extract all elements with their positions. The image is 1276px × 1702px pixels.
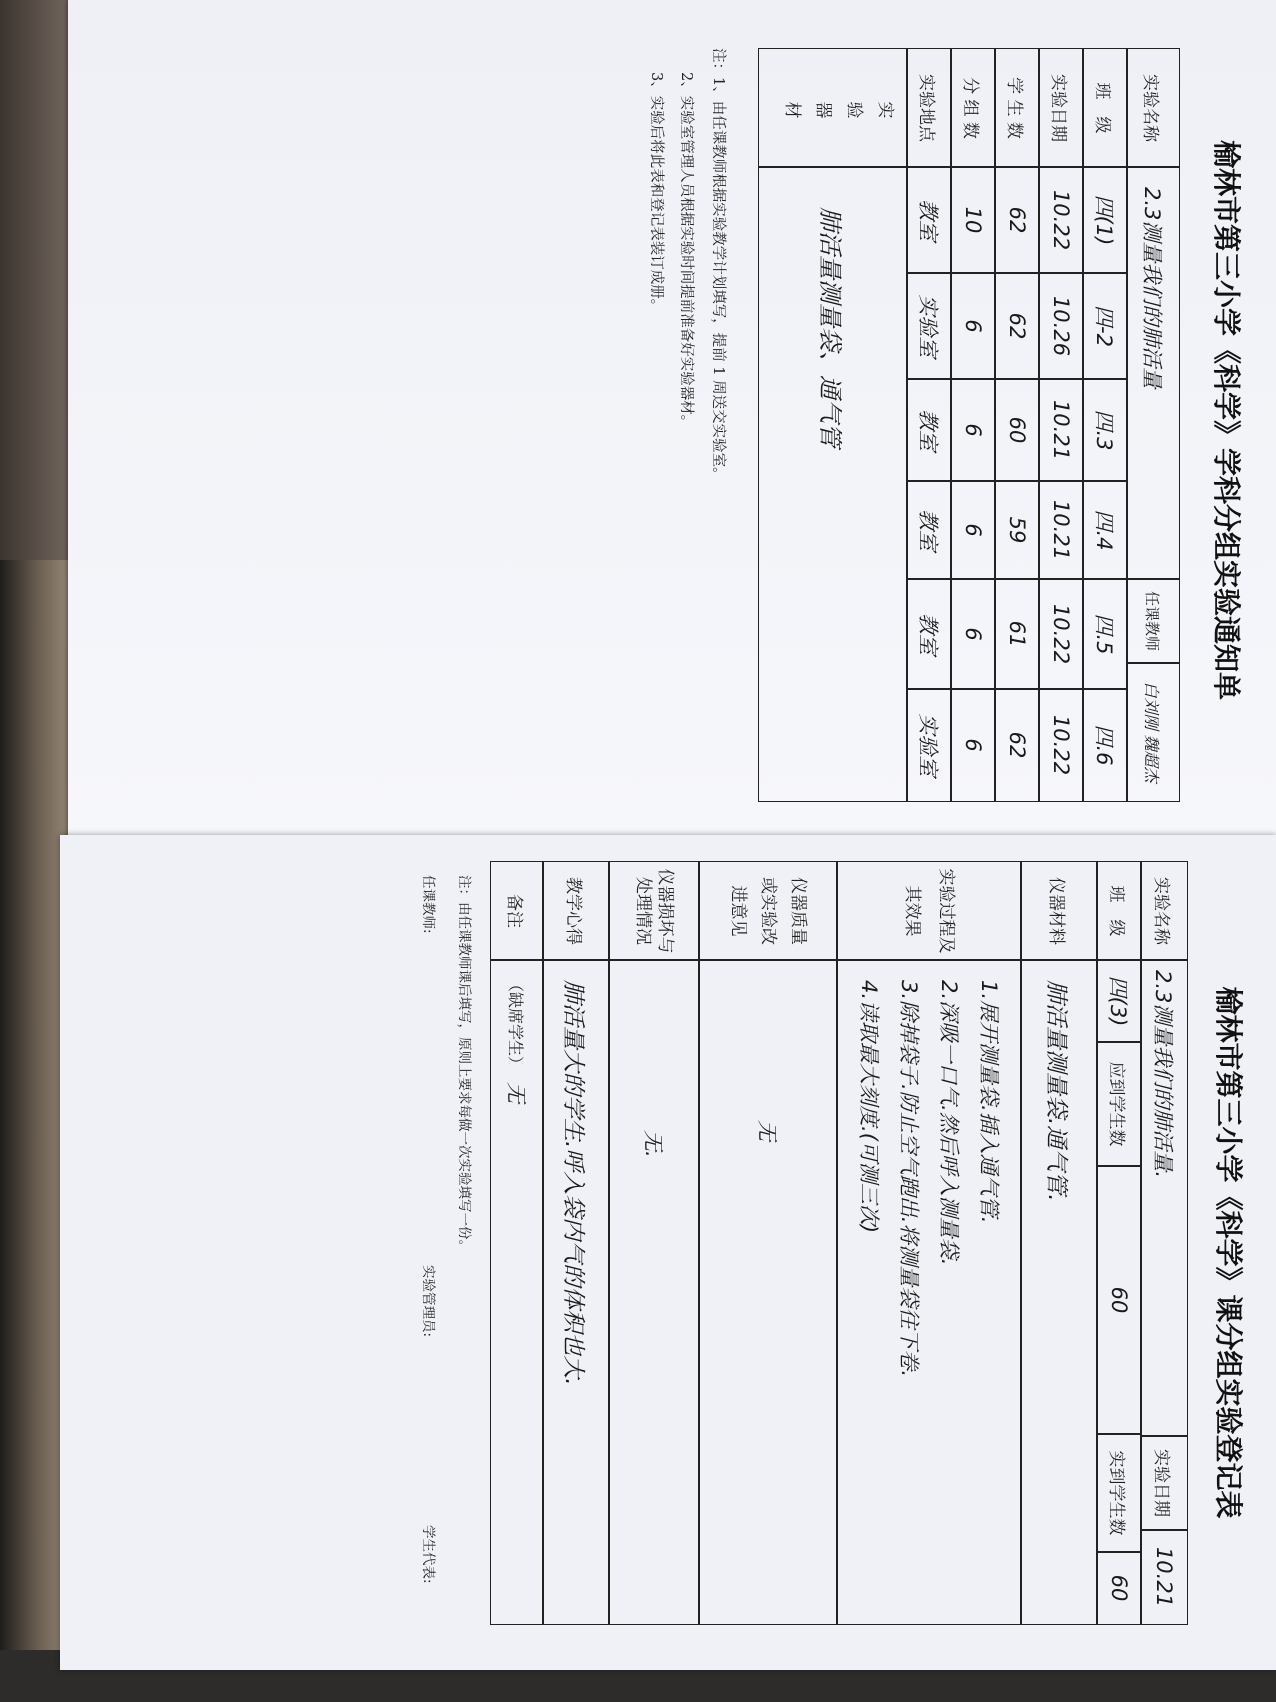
label-quality: 仪器质量或实验改进意见 bbox=[698, 861, 838, 961]
label-students: 学 生 数 bbox=[994, 48, 1040, 168]
label-process: 实验过程及其效果 bbox=[836, 861, 1022, 961]
c1-students: 62 bbox=[994, 166, 1040, 274]
process-step-3: 3.除掉袋子.防止空气跑出.将测量袋往下卷. bbox=[897, 980, 921, 1378]
label-reflection: 教学心得 bbox=[542, 861, 610, 961]
label-reg-name: 实验名称 bbox=[1140, 861, 1188, 961]
registration-page bbox=[60, 835, 1276, 1670]
reg-name-value: 2.3测量我们的肺活量. bbox=[1140, 959, 1188, 1437]
c6-location: 实验室 bbox=[906, 688, 952, 802]
c3-location: 教室 bbox=[906, 378, 952, 482]
c5-location: 教室 bbox=[906, 578, 952, 690]
c3-groups: 6 bbox=[950, 378, 996, 482]
c4-groups: 6 bbox=[950, 480, 996, 580]
c6-groups: 6 bbox=[950, 688, 996, 802]
sig-admin: 实验管理员: bbox=[420, 1265, 436, 1338]
registration-title: 榆林市第三小学《科学》课分组实验登记表 bbox=[1212, 986, 1245, 1519]
c2-students: 62 bbox=[994, 272, 1040, 380]
label-remarks: 备注 bbox=[490, 861, 544, 961]
c6-students: 62 bbox=[994, 688, 1040, 802]
c1-class: 四(1) bbox=[1082, 166, 1128, 274]
c2-groups: 6 bbox=[950, 272, 996, 380]
c2-class: 四-2 bbox=[1082, 272, 1128, 380]
process-step-4: 4.读取最大刻度.(可测三次) bbox=[857, 980, 881, 1234]
note-1: 注：1、由任课教师根据实验教学计划填写，提前 1 周送交实验室。 bbox=[710, 48, 726, 482]
process-box bbox=[836, 959, 1022, 1625]
c5-groups: 6 bbox=[950, 578, 996, 690]
sig-teacher: 任课教师: bbox=[420, 875, 436, 934]
label-date: 实验日期 bbox=[1038, 48, 1084, 168]
label-expected: 应到学生数 bbox=[1096, 1041, 1142, 1167]
absent-value: 无 bbox=[504, 1082, 528, 1104]
equipment-value: 肺活量测量袋、通气管 bbox=[758, 166, 908, 802]
c4-location: 教室 bbox=[906, 480, 952, 580]
c3-date: 10.21 bbox=[1038, 378, 1084, 482]
teacher-value: 白刘刚 魏超杰 bbox=[1126, 662, 1180, 802]
c3-students: 60 bbox=[994, 378, 1040, 482]
label-location: 实验地点 bbox=[906, 48, 952, 168]
notification-title: 榆林市第三小学《科学》学科分组实验通知单 bbox=[1210, 139, 1243, 700]
reg-date-value: 10.21 bbox=[1140, 1529, 1188, 1625]
c5-class: 四.5 bbox=[1082, 578, 1128, 690]
label-reg-date: 实验日期 bbox=[1140, 1435, 1188, 1531]
reflection-value: 肺活量大的学生.呼入袋内气的体积也大. bbox=[542, 959, 610, 1625]
note-2: 2、实验室管理人员根据实验时间提前准备好实验器材。 bbox=[678, 72, 694, 430]
damage-value: 无. bbox=[608, 959, 700, 1625]
label-reg-class: 班 级 bbox=[1096, 861, 1142, 961]
c2-date: 10.26 bbox=[1038, 272, 1084, 380]
label-actual: 实到学生数 bbox=[1096, 1433, 1142, 1553]
c6-date: 10.22 bbox=[1038, 688, 1084, 802]
expected-value: 60 bbox=[1096, 1165, 1142, 1435]
registration-sheet bbox=[60, 835, 1276, 1670]
label-damage: 仪器损坏与处理情况 bbox=[608, 861, 700, 961]
c5-date: 10.22 bbox=[1038, 578, 1084, 690]
actual-value: 60 bbox=[1096, 1551, 1142, 1625]
label-equipment: 实验器材 bbox=[758, 48, 908, 168]
label-absent: （缺席学生） bbox=[506, 976, 526, 1073]
c5-students: 61 bbox=[994, 578, 1040, 690]
remarks-box bbox=[490, 959, 544, 1625]
c6-class: 四.6 bbox=[1082, 688, 1128, 802]
reg-class-value: 四(3) bbox=[1096, 959, 1142, 1043]
c2-location: 实验室 bbox=[906, 272, 952, 380]
label-experiment-name: 实验名称 bbox=[1126, 48, 1180, 168]
quality-value: 无 bbox=[698, 959, 838, 1625]
note-3: 3、实验后将此表和登记表装订成册。 bbox=[648, 72, 664, 314]
c4-students: 59 bbox=[994, 480, 1040, 580]
c1-groups: 10 bbox=[950, 166, 996, 274]
sig-student-rep: 学生代表: bbox=[420, 1525, 436, 1584]
process-step-1: 1.展开测量袋.插入通气管. bbox=[977, 980, 1001, 1224]
c1-location: 教室 bbox=[906, 166, 952, 274]
c3-class: 四.3 bbox=[1082, 378, 1128, 482]
process-step-2: 2.深吸一口气.然后呼入测量袋. bbox=[937, 980, 961, 1266]
experiment-name-value: 2.3测量我们的肺活量 bbox=[1126, 166, 1180, 580]
label-materials: 仪器材料 bbox=[1020, 861, 1098, 961]
label-teacher: 任课教师 bbox=[1126, 578, 1180, 664]
c1-date: 10.22 bbox=[1038, 166, 1084, 274]
label-groups: 分 组 数 bbox=[950, 48, 996, 168]
notification-sheet bbox=[68, 0, 1276, 840]
notification-page bbox=[68, 0, 1276, 840]
reg-footer-note: 注：由任课教师课后填写，原则上要求每做一次实验填写一份。 bbox=[456, 875, 472, 1253]
materials-value: 肺活量测量袋.通气管. bbox=[1020, 959, 1098, 1625]
c4-class: 四.4 bbox=[1082, 480, 1128, 580]
label-class: 班 级 bbox=[1082, 48, 1128, 168]
c4-date: 10.21 bbox=[1038, 480, 1084, 580]
